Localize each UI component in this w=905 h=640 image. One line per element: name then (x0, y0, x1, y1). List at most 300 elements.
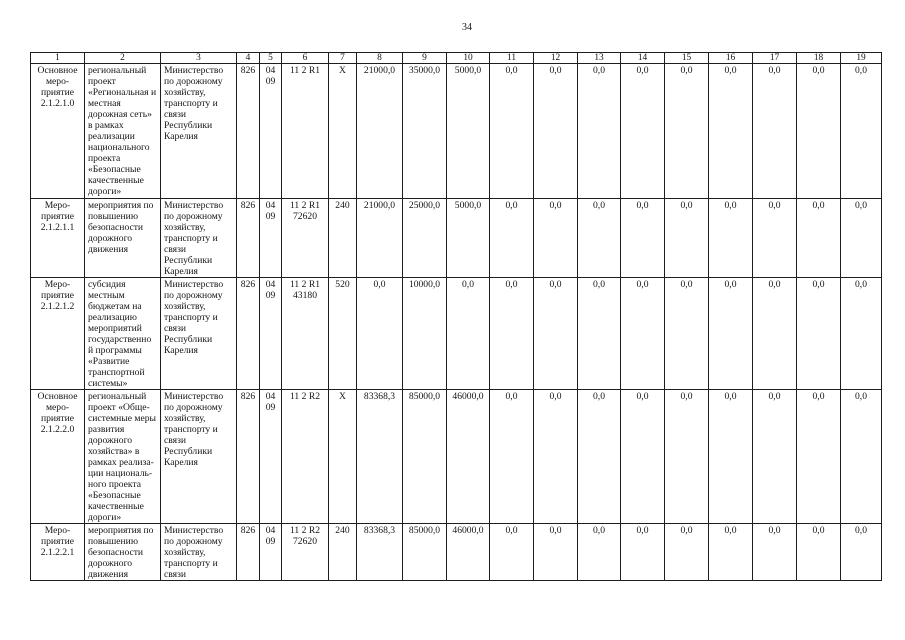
table-cell (31, 278, 85, 390)
cell-line: 0,0 (855, 65, 867, 76)
table-cell (161, 524, 237, 581)
cell-line: связи (164, 569, 186, 580)
cell-line: движения (88, 244, 128, 255)
cell-line: по дорожному (164, 402, 223, 413)
cell-line: дорожного (88, 435, 133, 446)
table-body (31, 64, 882, 581)
cell-line: в рамках (88, 120, 124, 131)
cell-line: 0,0 (462, 279, 474, 290)
table-cell (709, 278, 753, 390)
table-cell (161, 278, 237, 390)
cell-line: 2.1.2.1.2 (40, 301, 75, 312)
cell-line: Министерство (164, 65, 224, 76)
table-cell (329, 278, 357, 390)
cell-line: Меро- (44, 525, 71, 536)
cell-line: «Региональная и (88, 87, 157, 98)
cell-line: проект (88, 76, 116, 87)
cell-line: Министерство (164, 279, 224, 290)
cell-line: 0,0 (549, 391, 562, 402)
cell-line: 09 (265, 290, 276, 301)
table-cell (753, 64, 797, 199)
cell-line: 0,0 (373, 279, 386, 290)
table-cell (329, 524, 357, 581)
cell-line: 5000,0 (454, 65, 482, 76)
cell-line: связи (164, 109, 186, 120)
table-header (31, 53, 882, 64)
cell-line: 5000,0 (454, 200, 482, 211)
page-number: 34 (462, 22, 472, 33)
cell-line: мероприятия по (88, 200, 154, 211)
cell-line: приятие (40, 87, 75, 98)
cell-line: 2.1.2.2.1 (40, 547, 75, 558)
table-cell (797, 390, 841, 524)
table-cell (282, 524, 329, 581)
header-cell: 2 (85, 53, 161, 64)
table-cell (31, 64, 85, 199)
table-cell (403, 390, 447, 524)
cell-line: по дорожному (164, 211, 223, 222)
cell-line: транспортной (88, 367, 145, 378)
cell-line: меро- (45, 402, 70, 413)
table-cell (841, 524, 882, 581)
cell-line: 0,0 (593, 525, 605, 536)
cell-line: качественные (88, 501, 144, 512)
header-cell: 9 (403, 53, 447, 64)
cell-line: «Безопасные (88, 164, 141, 175)
cell-line: безопасности (88, 222, 144, 233)
cell-line: 35000,0 (408, 65, 441, 76)
cell-line: 0,0 (855, 525, 867, 536)
cell-line: 0,0 (768, 525, 781, 536)
cell-line: «Безопасные (88, 490, 141, 501)
table-cell (753, 199, 797, 278)
cell-line: субсидия (88, 279, 126, 290)
table-cell (578, 64, 621, 199)
table-row (31, 199, 882, 278)
cell-line: связи (164, 244, 186, 255)
cell-line: связи (164, 323, 186, 334)
header-cell: 19 (841, 53, 882, 64)
cell-line: приятие (40, 413, 75, 424)
cell-line: 11 2 R1 (289, 200, 321, 211)
cell-line: 0,0 (593, 279, 605, 290)
cell-line: 11 2 R1 (289, 279, 321, 290)
cell-line: 0,0 (768, 391, 781, 402)
cell-line: Меро- (44, 200, 71, 211)
table-row (31, 524, 882, 581)
table-cell (534, 524, 578, 581)
cell-line: 0,0 (855, 200, 867, 211)
cell-line: дорожного (88, 558, 133, 569)
cell-line: 0,0 (680, 391, 693, 402)
table-cell (85, 278, 161, 390)
cell-line: проект «Обще- (88, 402, 150, 413)
cell-line: 72620 (293, 536, 317, 547)
cell-line: дорожная сеть» (88, 109, 152, 120)
cell-line: 0,0 (812, 391, 825, 402)
table-cell (260, 199, 282, 278)
header-cell: 7 (329, 53, 357, 64)
table-cell (753, 278, 797, 390)
cell-line: Основное (37, 65, 78, 76)
cell-line: транспорту и (164, 558, 218, 569)
table-cell (578, 278, 621, 390)
cell-line: дороги» (88, 512, 122, 523)
cell-line: ного проекта (88, 479, 142, 490)
cell-line: Министерство (164, 391, 224, 402)
table-cell (841, 64, 882, 199)
cell-line: 0,0 (636, 391, 649, 402)
table-cell (260, 278, 282, 390)
table-cell (709, 199, 753, 278)
header-cell: 15 (665, 53, 709, 64)
cell-line: 46000,0 (452, 525, 484, 536)
table-cell (753, 390, 797, 524)
cell-line: 04 (265, 525, 276, 536)
cell-line: 0,0 (812, 65, 825, 76)
cell-line: 0,0 (812, 200, 825, 211)
cell-line: хозяйству, (164, 87, 206, 98)
table-cell (260, 390, 282, 524)
cell-line: дороги» (88, 186, 122, 197)
cell-line: 0,0 (593, 391, 605, 402)
table-cell (161, 199, 237, 278)
cell-line: хозяйству, (164, 413, 206, 424)
table-cell (665, 524, 709, 581)
table-cell (534, 278, 578, 390)
cell-line: Основное (37, 391, 78, 402)
cell-line: меро- (45, 76, 70, 87)
cell-line: транспорту и (164, 312, 218, 323)
cell-line: 0,0 (724, 279, 737, 290)
cell-line: 0,0 (724, 200, 737, 211)
cell-line: транспорту и (164, 233, 218, 244)
cell-line: хозяйству, (164, 547, 206, 558)
table-cell (260, 524, 282, 581)
table-cell (161, 64, 237, 199)
cell-line: развития (88, 424, 125, 435)
cell-line: качественные (88, 175, 144, 186)
header-cell: 3 (161, 53, 237, 64)
cell-line: связи (164, 435, 186, 446)
cell-line: по дорожному (164, 536, 223, 547)
table-cell (237, 390, 260, 524)
table-cell (85, 199, 161, 278)
cell-line: X (339, 391, 346, 402)
cell-line: 09 (265, 402, 276, 413)
cell-line: 83368,3 (363, 525, 396, 536)
cell-line: хозяйству, (164, 301, 206, 312)
cell-line: региональный (88, 391, 147, 402)
table-cell (85, 64, 161, 199)
cell-line: 04 (265, 65, 276, 76)
header-cell: 12 (534, 53, 578, 64)
cell-line: 0,0 (855, 391, 867, 402)
table-cell (282, 64, 329, 199)
table-cell (534, 390, 578, 524)
cell-line: приятие (40, 211, 75, 222)
cell-line: хозяйству, (164, 222, 206, 233)
table-cell (403, 64, 447, 199)
cell-line: 0,0 (505, 200, 518, 211)
header-cell: 17 (753, 53, 797, 64)
cell-line: повышению (88, 211, 138, 222)
table-cell (447, 199, 490, 278)
cell-line: 0,0 (855, 279, 867, 290)
cell-line: Республики (164, 255, 213, 266)
cell-line: 0,0 (680, 65, 693, 76)
cell-line: 240 (335, 200, 350, 211)
cell-line: транспорту и (164, 424, 218, 435)
cell-line: «Развитие (88, 356, 130, 367)
cell-line: региональный (88, 65, 147, 76)
cell-line: й программы (88, 345, 142, 356)
cell-line: 04 (265, 279, 276, 290)
table-cell (621, 278, 665, 390)
cell-line: 2.1.2.1.0 (40, 98, 75, 109)
cell-line: 0,0 (812, 279, 825, 290)
table-cell (490, 64, 534, 199)
table-cell (237, 524, 260, 581)
cell-line: 10000,0 (408, 279, 441, 290)
cell-line: 09 (265, 211, 276, 222)
cell-line: 0,0 (505, 525, 518, 536)
cell-line: 0,0 (680, 525, 693, 536)
table-cell (85, 524, 161, 581)
cell-line: 826 (240, 391, 256, 402)
cell-line: 826 (240, 200, 256, 211)
table-cell (490, 278, 534, 390)
cell-line: мероприятий (88, 323, 142, 334)
cell-line: 0,0 (636, 200, 649, 211)
cell-line: 83368,3 (363, 391, 396, 402)
cell-line: 0,0 (636, 65, 649, 76)
cell-line: 04 (265, 200, 276, 211)
cell-line: местным (88, 290, 125, 301)
table-cell (665, 64, 709, 199)
cell-line: рамках реализа- (88, 457, 154, 468)
cell-line: безопасности (88, 547, 144, 558)
cell-line: Министерство (164, 200, 224, 211)
cell-line: Карелия (164, 345, 198, 356)
cell-line: государственно (88, 334, 152, 345)
cell-line: 11 2 R2 (289, 525, 321, 536)
table-cell (665, 199, 709, 278)
cell-line: 46000,0 (452, 391, 484, 402)
table-row (31, 64, 882, 199)
table-cell (447, 278, 490, 390)
cell-line: 2.1.2.1.1 (40, 222, 75, 233)
cell-line: 0,0 (724, 65, 737, 76)
table-cell (237, 64, 260, 199)
cell-line: Республики (164, 334, 213, 345)
cell-line: 0,0 (636, 279, 649, 290)
cell-line: 72620 (293, 211, 317, 222)
cell-line: 2.1.2.2.0 (40, 424, 75, 435)
table-cell (534, 64, 578, 199)
header-cell: 18 (797, 53, 841, 64)
table-cell (329, 64, 357, 199)
table-cell (534, 199, 578, 278)
table-cell (161, 390, 237, 524)
table-cell (403, 278, 447, 390)
cell-line: 0,0 (768, 279, 781, 290)
table-cell (490, 390, 534, 524)
cell-line: 240 (335, 525, 350, 536)
cell-line: движения (88, 569, 128, 580)
cell-line: 0,0 (768, 65, 781, 76)
header-cell: 1 (31, 53, 85, 64)
table-cell (282, 390, 329, 524)
table-cell (31, 390, 85, 524)
cell-line: 0,0 (549, 525, 562, 536)
table-cell (282, 278, 329, 390)
table-cell (490, 199, 534, 278)
cell-line: хозяйства» в (88, 446, 140, 457)
table-cell (357, 199, 403, 278)
table-cell (490, 524, 534, 581)
table-cell (753, 524, 797, 581)
cell-line: системные меры (88, 413, 156, 424)
header-row (31, 53, 882, 64)
table-cell (447, 390, 490, 524)
cell-line: проекта (88, 153, 121, 164)
table-cell (578, 390, 621, 524)
cell-line: 43180 (293, 290, 317, 301)
table-cell (841, 278, 882, 390)
cell-line: 0,0 (724, 525, 737, 536)
cell-line: 0,0 (680, 279, 693, 290)
cell-line: бюджетам на (88, 301, 142, 312)
cell-line: 520 (335, 279, 350, 290)
table-row (31, 278, 882, 390)
header-cell: 4 (237, 53, 260, 64)
cell-line: 826 (240, 65, 256, 76)
table-cell (357, 278, 403, 390)
cell-line: 21000,0 (363, 200, 396, 211)
table-cell (797, 199, 841, 278)
cell-line: реализации (88, 131, 135, 142)
table-cell (85, 390, 161, 524)
table-cell (329, 390, 357, 524)
cell-line: дорожного (88, 233, 133, 244)
cell-line: Карелия (164, 131, 198, 142)
cell-line: 25000,0 (408, 200, 441, 211)
program-measures-table (30, 52, 882, 581)
table-cell (260, 64, 282, 199)
table-cell (621, 524, 665, 581)
cell-line: 0,0 (593, 200, 605, 211)
table-cell (621, 390, 665, 524)
table-cell (621, 199, 665, 278)
header-cell: 10 (447, 53, 490, 64)
table-cell (357, 64, 403, 199)
cell-line: X (339, 65, 346, 76)
cell-line: 0,0 (768, 200, 781, 211)
cell-line: 0,0 (549, 279, 562, 290)
cell-line: 0,0 (812, 525, 825, 536)
cell-line: Республики (164, 120, 213, 131)
cell-line: 826 (240, 525, 256, 536)
header-cell: 16 (709, 53, 753, 64)
cell-line: 0,0 (505, 391, 518, 402)
cell-line: 04 (265, 391, 276, 402)
cell-line: 826 (240, 279, 256, 290)
cell-line: 0,0 (636, 525, 649, 536)
table-cell (357, 524, 403, 581)
cell-line: национального (88, 142, 150, 153)
table-cell (709, 64, 753, 199)
table-cell (797, 524, 841, 581)
cell-line: 09 (265, 536, 276, 547)
table-cell (237, 199, 260, 278)
cell-line: по дорожному (164, 290, 223, 301)
cell-line: транспорту и (164, 98, 218, 109)
cell-line: 0,0 (680, 200, 693, 211)
cell-line: Меро- (44, 279, 71, 290)
table-cell (709, 524, 753, 581)
table-cell (665, 390, 709, 524)
table-cell (797, 64, 841, 199)
table-cell (403, 199, 447, 278)
header-cell: 8 (357, 53, 403, 64)
cell-line: системы» (88, 378, 128, 389)
table-cell (357, 390, 403, 524)
table-cell (31, 199, 85, 278)
cell-line: 21000,0 (363, 65, 396, 76)
cell-line: ции националь- (88, 468, 153, 479)
cell-line: мероприятия по (88, 525, 154, 536)
cell-line: Карелия (164, 457, 198, 468)
table-cell (709, 390, 753, 524)
table-cell (403, 524, 447, 581)
table-cell (665, 278, 709, 390)
table-cell (841, 199, 882, 278)
cell-line: 0,0 (549, 65, 562, 76)
header-cell: 14 (621, 53, 665, 64)
cell-line: 0,0 (505, 279, 518, 290)
cell-line: Карелия (164, 266, 198, 277)
table-cell (841, 390, 882, 524)
table-row (31, 390, 882, 524)
cell-line: Республики (164, 446, 213, 457)
cell-line: по дорожному (164, 76, 223, 87)
cell-line: реализацию (88, 312, 137, 323)
table-cell (329, 199, 357, 278)
cell-line: Министерство (164, 525, 224, 536)
table-cell (578, 524, 621, 581)
header-cell: 6 (282, 53, 329, 64)
cell-line: 11 2 R2 (289, 391, 321, 402)
header-cell: 13 (578, 53, 621, 64)
cell-line: 09 (265, 76, 276, 87)
table-cell (797, 278, 841, 390)
table-cell (282, 199, 329, 278)
table-cell (621, 64, 665, 199)
cell-line: местная (88, 98, 121, 109)
cell-line: 11 2 R1 (289, 65, 321, 76)
table-cell (447, 524, 490, 581)
header-cell: 5 (260, 53, 282, 64)
table-cell (237, 278, 260, 390)
table-cell (578, 199, 621, 278)
cell-line: 85000,0 (408, 525, 441, 536)
cell-line: 0,0 (724, 391, 737, 402)
header-cell: 11 (490, 53, 534, 64)
cell-line: приятие (40, 290, 75, 301)
cell-line: 85000,0 (408, 391, 441, 402)
cell-line: 0,0 (593, 65, 605, 76)
